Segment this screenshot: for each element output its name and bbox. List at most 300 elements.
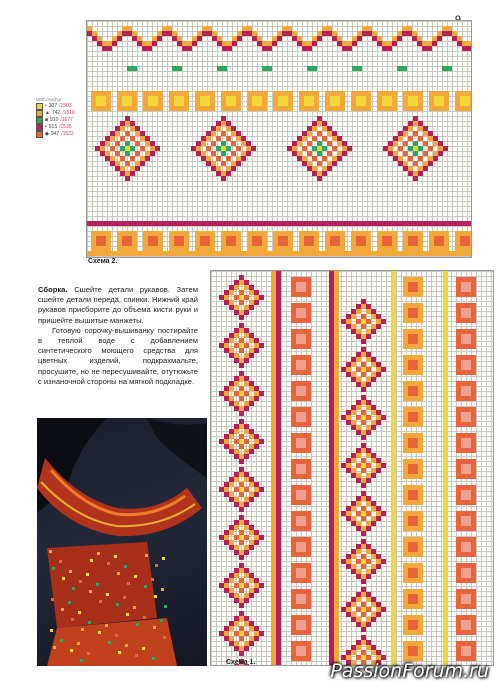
stitch <box>132 101 137 106</box>
stitch <box>403 511 408 516</box>
stitch <box>329 496 334 501</box>
stitch <box>327 131 332 136</box>
stitch <box>423 141 428 146</box>
photo-embroidery-stitch <box>99 600 102 603</box>
stitch <box>304 231 309 236</box>
stitch <box>276 466 281 471</box>
stitch <box>403 292 408 297</box>
stitch <box>334 311 339 316</box>
stitch <box>271 531 276 536</box>
stitch <box>335 246 340 251</box>
stitch <box>309 96 314 101</box>
stitch <box>182 221 187 226</box>
stitch <box>456 490 461 495</box>
stitch <box>112 221 117 226</box>
stitch <box>337 136 342 141</box>
stitch <box>291 292 296 297</box>
stitch <box>210 236 215 241</box>
stitch <box>434 236 439 241</box>
stitch <box>271 416 276 421</box>
stitch <box>456 287 461 292</box>
stitch <box>391 316 396 321</box>
stitch <box>187 41 192 46</box>
stitch <box>408 391 413 396</box>
photo-embroidery-stitch <box>80 659 83 662</box>
stitch <box>306 334 311 339</box>
stitch <box>239 363 244 368</box>
stitch <box>219 391 224 396</box>
stitch <box>177 36 182 41</box>
stitch <box>296 485 301 490</box>
stitch <box>356 430 361 435</box>
stitch <box>329 501 334 506</box>
stitch <box>296 620 301 625</box>
stitch <box>234 333 239 338</box>
stitch <box>216 126 221 131</box>
stitch <box>408 292 413 297</box>
stitch <box>334 626 339 631</box>
stitch <box>433 136 438 141</box>
stitch <box>283 101 288 106</box>
stitch <box>456 417 461 422</box>
stitch <box>271 306 276 311</box>
stitch <box>148 101 153 106</box>
stitch <box>466 641 471 646</box>
stitch <box>219 583 224 588</box>
stitch <box>456 630 461 635</box>
stitch <box>413 604 418 609</box>
stitch <box>455 236 460 241</box>
stitch <box>466 615 471 620</box>
stitch <box>329 296 334 301</box>
stitch <box>307 131 312 136</box>
stitch <box>334 326 339 331</box>
stitch <box>97 36 102 41</box>
stitch <box>271 456 276 461</box>
stitch <box>466 521 471 526</box>
stitch <box>391 536 396 541</box>
stitch <box>461 563 466 568</box>
stitch <box>397 251 402 256</box>
stitch <box>471 547 476 552</box>
stitch <box>408 360 413 365</box>
stitch <box>361 544 366 549</box>
stitch <box>153 236 158 241</box>
stitch <box>254 487 259 492</box>
stitch <box>418 101 423 106</box>
stitch <box>96 246 101 251</box>
stitch <box>465 246 470 251</box>
stitch <box>335 106 340 111</box>
stitch <box>132 91 137 96</box>
stitch <box>418 146 423 151</box>
stitch <box>361 395 366 400</box>
stitch <box>329 391 334 396</box>
stitch <box>210 241 215 246</box>
stitch <box>221 131 226 136</box>
stitch <box>413 313 418 318</box>
stitch <box>231 151 236 156</box>
stitch <box>291 625 296 630</box>
stitch <box>334 356 339 361</box>
stitch <box>254 348 259 353</box>
stitch <box>334 511 339 516</box>
stitch <box>312 121 317 126</box>
stitch <box>288 246 293 251</box>
stitch <box>361 448 366 453</box>
stitch <box>371 597 376 602</box>
stitch <box>278 236 283 241</box>
stitch <box>306 308 311 313</box>
stitch <box>226 106 231 111</box>
stitch <box>408 287 413 292</box>
stitch <box>306 318 311 323</box>
photo-embroidery-stitch <box>89 590 92 593</box>
stitch <box>271 281 276 286</box>
stitch <box>471 516 476 521</box>
stitch <box>112 251 117 256</box>
legend-item <box>36 110 84 117</box>
stitch <box>201 136 206 141</box>
stitch <box>252 221 257 226</box>
stitch <box>418 547 423 552</box>
stitch <box>307 151 312 156</box>
stitch <box>329 576 334 581</box>
stitch <box>172 66 177 71</box>
stitch <box>276 311 281 316</box>
stitch <box>241 141 246 146</box>
stitch <box>229 530 234 535</box>
stitch <box>398 161 403 166</box>
stitch <box>231 166 236 171</box>
stitch <box>366 101 371 106</box>
stitch <box>437 251 442 256</box>
stitch <box>239 338 244 343</box>
stitch <box>177 221 182 226</box>
stitch <box>234 497 239 502</box>
stitch <box>234 573 239 578</box>
stitch <box>172 36 177 41</box>
stitch <box>346 511 351 516</box>
stitch <box>443 341 448 346</box>
stitch <box>461 646 466 651</box>
stitch <box>413 355 418 360</box>
stitch <box>115 161 120 166</box>
stitch <box>461 464 466 469</box>
stitch <box>206 156 211 161</box>
stitch <box>392 41 397 46</box>
stitch <box>262 246 267 251</box>
stitch <box>210 246 215 251</box>
stitch <box>259 631 264 636</box>
stitch <box>125 161 130 166</box>
stitch <box>296 521 301 526</box>
stitch <box>192 41 197 46</box>
stitch <box>142 41 147 46</box>
stitch <box>334 516 339 521</box>
stitch <box>460 241 465 246</box>
stitch <box>346 612 351 617</box>
stitch <box>471 334 476 339</box>
stitch <box>110 161 115 166</box>
stitch <box>329 356 334 361</box>
stitch <box>418 334 423 339</box>
stitch <box>135 161 140 166</box>
stitch <box>443 361 448 366</box>
stitch <box>195 236 200 241</box>
stitch <box>306 485 311 490</box>
stitch <box>296 516 301 521</box>
stitch <box>229 477 234 482</box>
stitch <box>301 287 306 292</box>
stitch <box>461 407 466 412</box>
stitch <box>257 231 262 236</box>
stitch <box>456 282 461 287</box>
stitch <box>439 231 444 236</box>
stitch <box>271 521 276 526</box>
stitch <box>195 246 200 251</box>
stitch <box>471 407 476 412</box>
stitch <box>244 406 249 411</box>
photo-embroidery-stitch <box>135 654 138 657</box>
photo-embroidery-stitch <box>105 624 108 627</box>
stitch <box>301 615 306 620</box>
stitch <box>276 631 281 636</box>
stitch <box>276 426 281 431</box>
stitch <box>351 554 356 559</box>
stitch <box>302 146 307 151</box>
stitch <box>229 353 234 358</box>
stitch <box>439 236 444 241</box>
stitch <box>271 601 276 606</box>
stitch <box>239 323 244 328</box>
stitch <box>301 344 306 349</box>
stitch <box>346 362 351 367</box>
stitch <box>334 641 339 646</box>
stitch <box>271 631 276 636</box>
stitch <box>376 324 381 329</box>
stitch <box>452 251 457 256</box>
stitch <box>140 146 145 151</box>
stitch <box>296 313 301 318</box>
stitch <box>334 321 339 326</box>
stitch <box>249 588 254 593</box>
stitch <box>408 604 413 609</box>
stitch <box>167 221 172 226</box>
stitch <box>329 331 334 336</box>
stitch <box>346 314 351 319</box>
stitch <box>347 146 352 151</box>
stitch <box>200 236 205 241</box>
stitch <box>461 537 466 542</box>
stitch <box>352 251 357 256</box>
stitch <box>408 156 413 161</box>
stitch <box>127 91 132 96</box>
stitch <box>317 161 322 166</box>
stitch <box>145 136 150 141</box>
stitch <box>276 571 281 576</box>
stitch <box>306 360 311 365</box>
stitch <box>244 280 249 285</box>
stitch <box>391 586 396 591</box>
stitch <box>332 131 337 136</box>
stitch <box>402 251 407 256</box>
stitch <box>314 246 319 251</box>
stitch <box>296 365 301 370</box>
stitch <box>443 556 448 561</box>
stitch <box>301 526 306 531</box>
stitch <box>376 612 381 617</box>
stitch <box>443 351 448 356</box>
stitch <box>206 131 211 136</box>
stitch <box>413 438 418 443</box>
stitch <box>329 301 334 306</box>
stitch <box>456 334 461 339</box>
stitch <box>187 221 192 226</box>
stitch <box>356 236 361 241</box>
stitch <box>148 241 153 246</box>
stitch <box>470 241 471 246</box>
stitch <box>222 46 227 51</box>
stitch <box>466 396 471 401</box>
stitch <box>309 106 314 111</box>
stitch <box>442 251 447 256</box>
stitch <box>387 106 392 111</box>
stitch <box>239 616 244 621</box>
stitch <box>403 495 408 500</box>
stitch <box>377 251 382 256</box>
stitch <box>352 221 357 226</box>
stitch <box>413 176 418 181</box>
stitch <box>276 486 281 491</box>
stitch <box>101 96 106 101</box>
stitch <box>234 487 239 492</box>
stitch <box>115 141 120 146</box>
stitch <box>158 101 163 106</box>
stitch <box>443 591 448 596</box>
stitch <box>231 161 236 166</box>
stitch <box>276 431 281 436</box>
stitch <box>466 443 471 448</box>
stitch <box>471 318 476 323</box>
stitch <box>433 141 438 146</box>
stitch <box>418 438 423 443</box>
stitch <box>117 241 122 246</box>
stitch <box>122 101 127 106</box>
stitch <box>402 31 407 36</box>
photo-embroidery-stitch <box>50 629 53 632</box>
stitch <box>296 339 301 344</box>
stitch <box>306 443 311 448</box>
stitch <box>376 367 381 372</box>
stitch <box>334 281 339 286</box>
stitch <box>224 434 229 439</box>
stitch <box>120 156 125 161</box>
stitch <box>216 171 221 176</box>
stitch <box>302 41 307 46</box>
stitch <box>234 621 239 626</box>
stitch <box>301 292 306 297</box>
stitch <box>106 236 111 241</box>
stitch <box>461 521 466 526</box>
stitch <box>127 31 132 36</box>
stitch <box>117 246 122 251</box>
stitch <box>413 106 418 111</box>
embroidered-blouse-photo <box>37 418 207 666</box>
stitch <box>276 561 281 566</box>
stitch <box>340 231 345 236</box>
stitch <box>371 602 376 607</box>
stitch <box>276 576 281 581</box>
stitch <box>252 106 257 111</box>
stitch <box>334 586 339 591</box>
stitch <box>403 151 408 156</box>
stitch <box>273 101 278 106</box>
stitch <box>306 599 311 604</box>
stitch <box>107 251 112 256</box>
stitch <box>329 361 334 366</box>
stitch <box>418 91 423 96</box>
stitch <box>239 482 244 487</box>
stitch <box>272 41 277 46</box>
stitch <box>408 339 413 344</box>
stitch <box>291 469 296 474</box>
stitch <box>296 500 301 505</box>
stitch <box>408 521 413 526</box>
stitch <box>366 453 371 458</box>
stitch <box>200 101 205 106</box>
stitch <box>367 26 372 31</box>
stitch <box>413 241 418 246</box>
stitch <box>403 599 408 604</box>
stitch <box>145 141 150 146</box>
stitch <box>337 141 342 146</box>
stitch <box>291 464 296 469</box>
stitch <box>341 607 346 612</box>
stitch <box>340 91 345 96</box>
embroidery-chart-scheme-2 <box>86 20 472 258</box>
stitch <box>296 604 301 609</box>
stitch <box>301 542 306 547</box>
stitch <box>413 422 418 427</box>
stitch <box>423 126 428 131</box>
stitch <box>254 578 259 583</box>
stitch <box>408 277 413 282</box>
stitch <box>357 31 362 36</box>
stitch <box>418 355 423 360</box>
stitch <box>221 121 226 126</box>
stitch <box>403 308 408 313</box>
stitch <box>403 396 408 401</box>
stitch <box>391 411 396 416</box>
stitch <box>239 540 244 545</box>
stitch <box>234 424 239 429</box>
photo-embroidery-stitch <box>155 564 158 567</box>
stitch <box>132 246 137 251</box>
stitch <box>254 391 259 396</box>
stitch <box>442 221 447 226</box>
stitch <box>376 559 381 564</box>
stitch <box>361 443 366 448</box>
stitch <box>271 286 276 291</box>
stitch <box>252 101 257 106</box>
stitch <box>366 478 371 483</box>
stitch <box>362 251 367 256</box>
stitch <box>443 446 448 451</box>
stitch <box>340 246 345 251</box>
stitch <box>391 541 396 546</box>
stitch <box>356 574 361 579</box>
